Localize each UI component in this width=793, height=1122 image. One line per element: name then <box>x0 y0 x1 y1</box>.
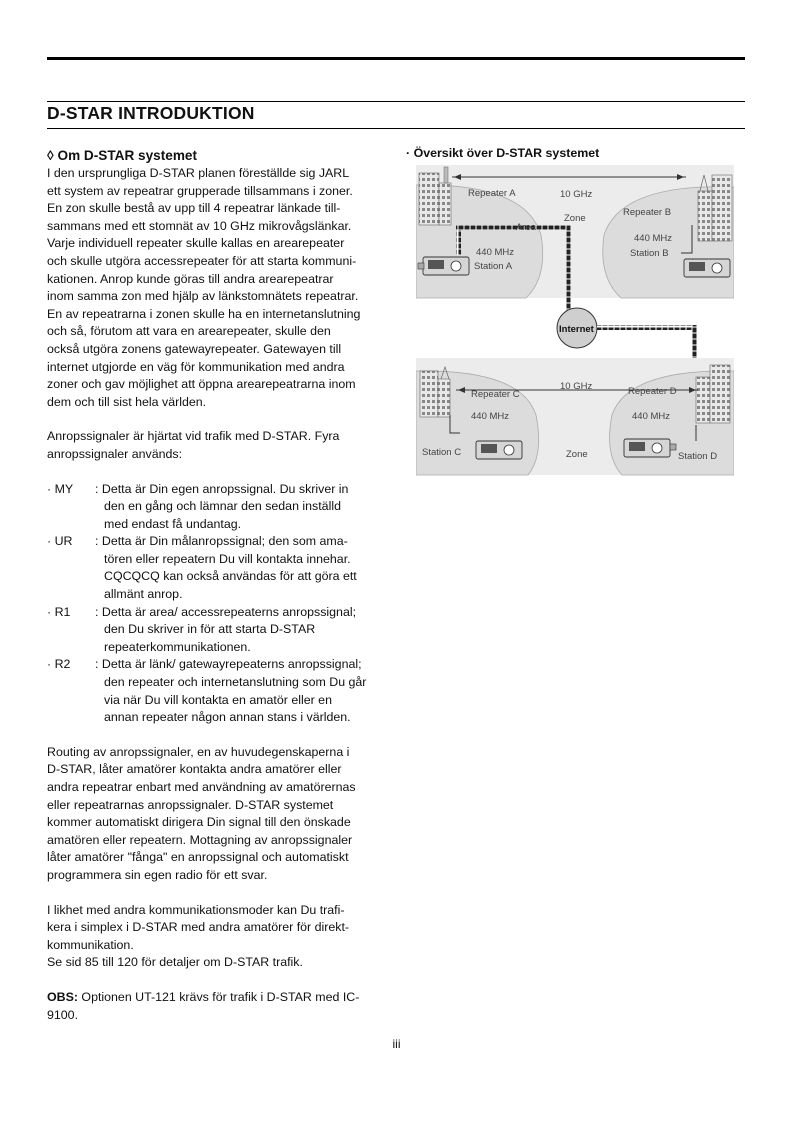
link-chain <box>597 325 695 330</box>
text-line: och skulle utgöra accessrepeater för att starta kommuni- <box>47 253 357 268</box>
repeater-a-label: Repeater A <box>468 188 516 199</box>
text-line: ett system av repeatrar grupperade tillsammans i zoner. <box>47 183 353 198</box>
mhz-a-label: 440 MHz <box>476 247 515 258</box>
link-chain <box>456 225 568 230</box>
mhz-d-label: 440 MHz <box>632 411 671 422</box>
definition-ur <box>47 533 392 603</box>
text-line: D-STAR, låter amatörer kontakta andra amatörer eller <box>47 762 342 777</box>
definition-line: den repeater och internetanslutning som Du går <box>104 675 367 690</box>
radio-station-icon <box>624 439 676 457</box>
definition-line: allmänt anrop. <box>104 587 183 602</box>
text-line: dem och till sist hela världen. <box>47 394 207 409</box>
definition-r1 <box>47 604 392 657</box>
link-chain <box>566 225 571 295</box>
text-line: internet utgjorde en väg för kommunikation med andra <box>47 359 345 374</box>
obs-text: 9100. <box>47 1007 79 1022</box>
text-line: Anropssignaler är hjärtat vid trafik med D-STAR. Fyra <box>47 429 340 444</box>
definition-line: via när Du vill kontakta en amatör eller en <box>104 692 332 707</box>
text-line: kationen. Anrop kunde göras till andra arearepeatrar <box>47 271 334 286</box>
definition-key: · R1 <box>47 604 71 619</box>
text-line: zoner och gav möjlighet att öppna arearepeatrarna inom <box>47 377 356 392</box>
definition-line: : Detta är länk/ gatewayrepeaterns anropssignal; <box>95 657 362 672</box>
definition-key: · MY <box>47 481 74 496</box>
title-rule-bottom <box>47 128 745 129</box>
obs-note <box>47 989 392 1024</box>
title-rule-top <box>47 101 745 102</box>
station-b-label: Station B <box>630 248 669 259</box>
text-line: Se sid 85 till 120 för detaljer om D-STAR trafik. <box>47 955 303 970</box>
text-line: andra repeatrar enbart med användning av amatörernas <box>47 780 356 794</box>
text-line: amatören eller repeatern. Mottagning av anropssignaler <box>47 832 353 847</box>
definition-line: annan repeater någon annan stans i världen. <box>104 710 351 725</box>
text-line: inom samma zon med hjälp av länkstomnätets repeatrar. <box>47 289 359 304</box>
obs-label: OBS: <box>47 989 78 1004</box>
radio-station-icon <box>684 259 730 277</box>
radio-station-icon <box>418 257 469 275</box>
text-line: sammans med ett stomnät av 10 GHz mikrovågslänkar. <box>47 218 352 233</box>
radio-station-icon <box>476 441 522 459</box>
definition-line: den en gång och lämnar den sedan inställd <box>104 499 341 514</box>
ghz-bottom-label: 10 GHz <box>560 381 593 392</box>
definition-line: : Detta är Din målanropssignal; den som ama- <box>95 534 348 549</box>
text-line: programmera sin egen radio för ett svar. <box>47 867 268 882</box>
zone-bottom-label: Zone <box>566 449 588 460</box>
text-line: I likhet med andra kommunikationsmoder kan Du trafi- <box>47 902 345 917</box>
subheading: ◊ Om D-STAR systemet <box>47 148 197 163</box>
definition-my <box>47 481 392 534</box>
zone-top-label: Zone <box>564 213 586 224</box>
definition-r2 <box>47 656 392 726</box>
building-icon <box>419 167 451 225</box>
station-c-label: Station C <box>422 447 462 458</box>
mhz-c-label: 440 MHz <box>471 411 510 422</box>
text-line: Routing av anropssignaler, en av huvudegenskaperna i <box>47 744 350 759</box>
callsign-intro <box>47 428 392 463</box>
text-line: En zon skulle bestå av upp till 4 repeatrar länkade till- <box>47 201 341 216</box>
left-column <box>47 146 392 1024</box>
definition-key: · UR <box>47 534 73 549</box>
section-title: D-STAR INTRODUKTION <box>47 103 255 123</box>
station-a-label: Station A <box>474 261 513 272</box>
routing-paragraph <box>47 744 392 885</box>
repeater-c-label: Repeater C <box>471 389 520 400</box>
text-line: kommer automatiskt dirigera Din signal till den önskade <box>47 815 351 830</box>
page-number: iii <box>392 1037 401 1051</box>
mhz-b-label: 440 MHz <box>634 233 673 244</box>
text-line: En av repeatrarna i zonen skulle ha en internetanslutning <box>47 306 361 321</box>
definition-line: med endast få undantag. <box>104 516 242 531</box>
text-line: kera i simplex i D-STAR med andra amatörer för direkt- <box>47 920 350 935</box>
text-line: anropssignaler används: <box>47 446 183 461</box>
top-rule <box>47 57 745 60</box>
definition-line: tören eller repeatern Du vill kontakta innehar. <box>104 551 351 566</box>
diagram-title: · Översikt över D-STAR systemet <box>406 146 600 160</box>
dstar-overview-diagram <box>416 165 734 477</box>
text-line: eller repeatrarnas anropssignaler. D-STAR systemet <box>47 797 334 812</box>
area-label: Area <box>516 222 537 233</box>
definition-line: den Du skriver in för att starta D-STAR <box>104 622 316 637</box>
simplex-paragraph <box>47 902 392 972</box>
definition-line: CQCQCQ kan också användas för att göra ett <box>104 569 357 584</box>
repeater-b-label: Repeater B <box>623 207 672 218</box>
text-line: också utgöra zonens gatewayrepeater. Gatewayen till <box>47 341 342 356</box>
definition-line: repeaterkommunikationen. <box>104 639 251 654</box>
definition-line: : Detta är Din egen anropssignal. Du skriver in <box>95 481 349 496</box>
ghz-top-label: 10 GHz <box>560 189 593 200</box>
text-line: kommunikation. <box>47 937 134 952</box>
internet-label: Internet <box>559 324 594 335</box>
definition-key: · R2 <box>47 657 71 672</box>
repeater-d-label: Repeater D <box>628 386 677 397</box>
intro-paragraph <box>47 165 392 411</box>
text-line: och så, förutom att vara en arearepeater, skulle den <box>47 324 331 339</box>
text-line: Varje individuell repeater skulle kallas en arearepeater <box>47 236 345 251</box>
text-line: låter amatörer "fånga" en anropssignal och automatiskt <box>47 850 349 865</box>
obs-text: Optionen UT-121 krävs för trafik i D-STAR med IC- <box>77 989 360 1004</box>
text-line: I den ursprungliga D-STAR planen föreställde sig JARL <box>47 166 350 180</box>
station-d-label: Station D <box>678 451 718 462</box>
definition-line: : Detta är area/ accessrepeaterns anropssignal; <box>95 604 357 619</box>
